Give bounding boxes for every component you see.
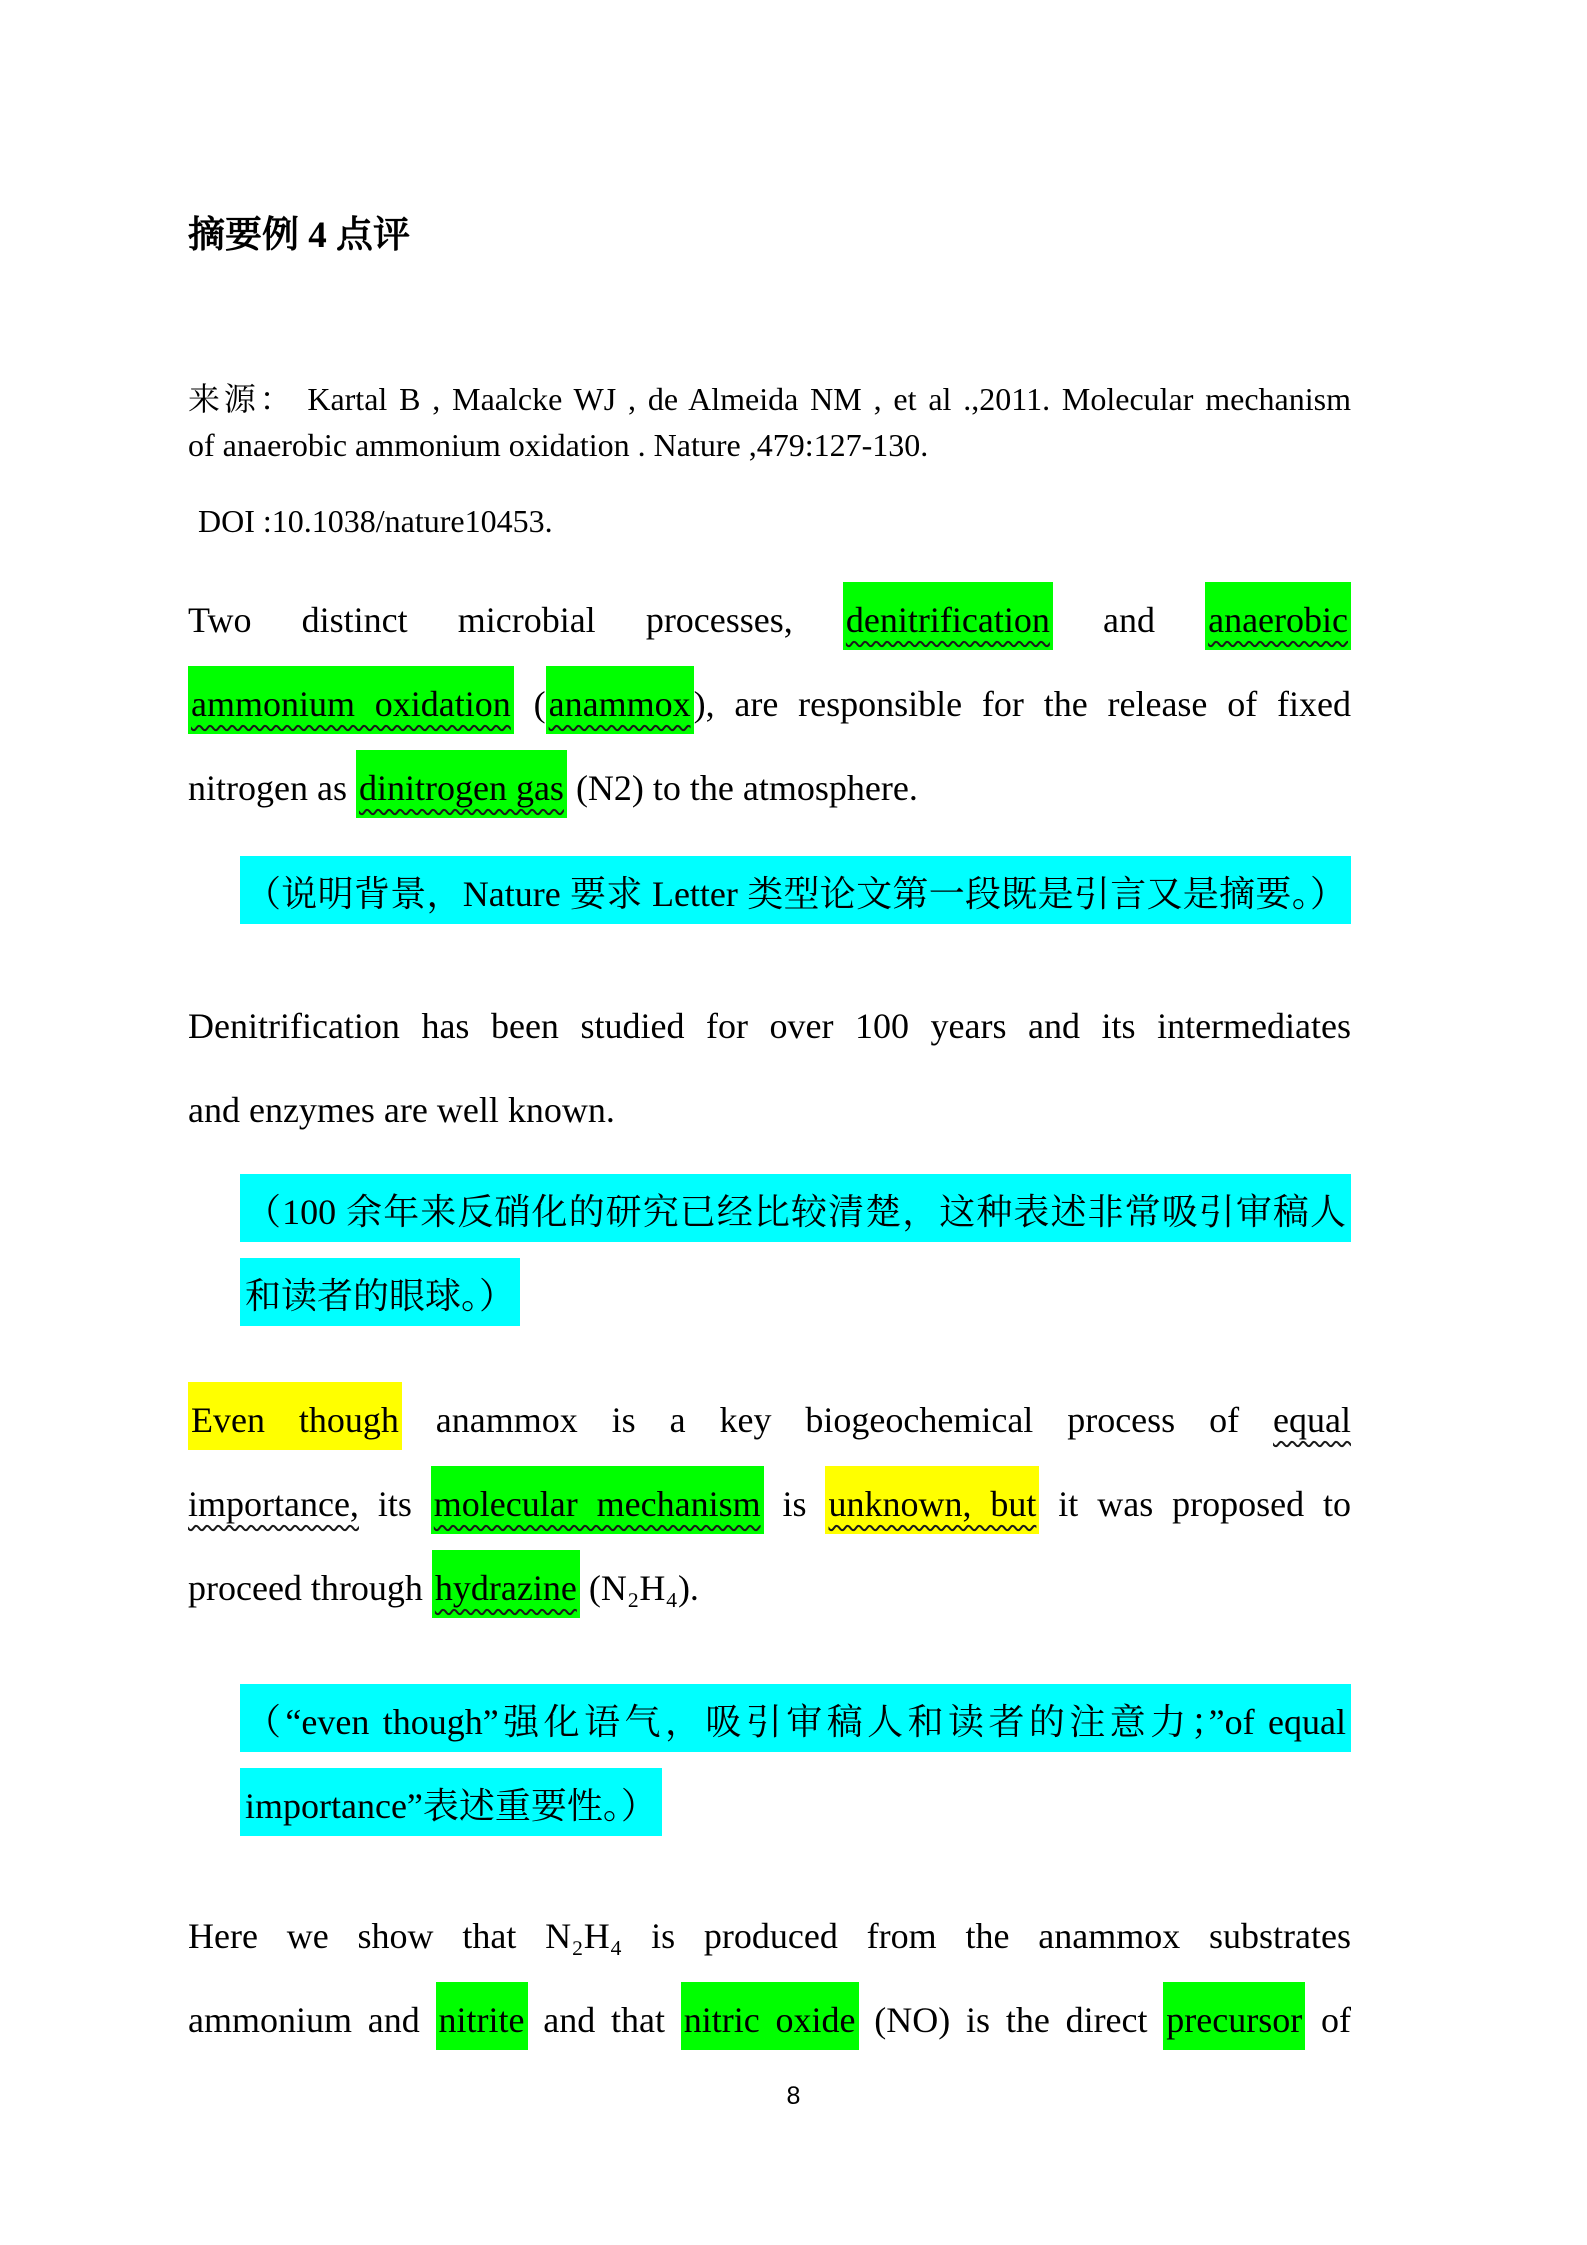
text-run: ( bbox=[513, 683, 546, 724]
highlight-yellow-term: unknown, but bbox=[825, 1466, 1039, 1534]
doi-line bbox=[188, 498, 1351, 544]
paragraph-line bbox=[188, 1978, 1351, 2062]
paragraph-line bbox=[188, 1462, 1351, 1546]
page-number: 8 bbox=[786, 2082, 801, 2110]
highlight-yellow-term: Even though bbox=[188, 1382, 402, 1450]
comment-block-1 bbox=[240, 852, 1351, 936]
highlight-green-term: hydrazine bbox=[432, 1550, 580, 1618]
paragraph-line bbox=[188, 1546, 1351, 1630]
highlight-green-term: nitrite bbox=[436, 1982, 528, 2050]
highlight-cyan-comment: （100 余年来反硝化的研究已经比较清楚，这种表述非常吸引审稿人 bbox=[240, 1174, 1351, 1242]
paragraph-line bbox=[188, 1378, 1351, 1462]
text-run: 来源： Kartal B , Maalcke WJ , de Almeida NM , et al .,2011. Molecular mechanism bbox=[188, 380, 1351, 417]
text-run: and bbox=[1052, 599, 1206, 640]
abstract-paragraph-3 bbox=[188, 1378, 1351, 1630]
text-run: of bbox=[1305, 1999, 1351, 2040]
source-citation bbox=[188, 376, 1351, 468]
comment-block-3 bbox=[240, 1680, 1351, 1848]
highlight-cyan-comment: importance”表述重要性。） bbox=[240, 1768, 662, 1836]
paragraph-line bbox=[188, 746, 1351, 830]
paragraph-line bbox=[188, 662, 1351, 746]
text-run: (NO) is the direct bbox=[858, 1999, 1164, 2040]
text-run: it was proposed to bbox=[1039, 1483, 1352, 1524]
text-run: ), are responsible for the release of fixed bbox=[693, 683, 1351, 724]
abstract-paragraph-2 bbox=[188, 984, 1351, 1152]
paragraph-line bbox=[188, 1894, 1351, 1978]
highlight-green-term: anaerobic bbox=[1205, 582, 1351, 650]
text-run: its bbox=[358, 1483, 431, 1524]
text-run: Here we show that N₂H₄ is produced from the anammox substrates bbox=[188, 1915, 1351, 1956]
text-run: of anaerobic ammonium oxidation . Nature ,479:127-130. bbox=[188, 426, 929, 463]
highlight-green-term: molecular mechanism bbox=[431, 1466, 764, 1534]
text-run: is bbox=[763, 1483, 826, 1524]
highlight-green-term: anammox bbox=[546, 666, 694, 734]
text-run: and enzymes are well known. bbox=[188, 1089, 615, 1130]
highlight-green-term: nitric oxide bbox=[681, 1982, 859, 2050]
text-run: DOI :10.1038/nature10453. bbox=[198, 502, 553, 539]
source-citation-line bbox=[188, 422, 1351, 468]
comment-block-2 bbox=[240, 1170, 1351, 1338]
highlight-cyan-comment: （“even though”强化语气，吸引审稿人和读者的注意力；”of equal bbox=[240, 1684, 1351, 1752]
wavy-underlined-term: equal bbox=[1273, 1399, 1351, 1440]
document-content bbox=[188, 0, 1351, 2062]
paragraph-line bbox=[188, 578, 1351, 662]
abstract-paragraph-4 bbox=[188, 1894, 1351, 2062]
comment-line bbox=[240, 852, 1351, 936]
text-run: Denitrification has been studied for over 100 years and its intermediates bbox=[188, 1005, 1351, 1046]
wavy-underlined-term: importance, bbox=[188, 1483, 359, 1524]
highlight-green-term: ammonium oxidation bbox=[188, 666, 514, 734]
text-run: anammox is a key biogeochemical process of bbox=[401, 1399, 1274, 1440]
text-run: proceed through bbox=[188, 1567, 432, 1608]
highlight-green-term: precursor bbox=[1163, 1982, 1305, 2050]
text-run: nitrogen as bbox=[188, 767, 356, 808]
text-run: and that bbox=[527, 1999, 681, 2040]
text-run: (N₂H₄). bbox=[579, 1567, 699, 1608]
paragraph-line bbox=[188, 1068, 1351, 1152]
comment-line bbox=[240, 1764, 1351, 1848]
comment-line bbox=[240, 1170, 1351, 1254]
paragraph-line bbox=[188, 984, 1351, 1068]
highlight-green-term: dinitrogen gas bbox=[356, 750, 567, 818]
highlight-cyan-comment: （说明背景，Nature 要求 Letter 类型论文第一段既是引言又是摘要。） bbox=[240, 856, 1351, 924]
comment-line bbox=[240, 1680, 1351, 1764]
page-title: 摘要例 4 点评 bbox=[188, 215, 410, 256]
comment-line bbox=[240, 1254, 1351, 1338]
highlight-cyan-comment: 和读者的眼球。） bbox=[240, 1258, 520, 1326]
source-citation-line bbox=[188, 376, 1351, 422]
abstract-paragraph-1 bbox=[188, 578, 1351, 830]
text-run: (N2) to the atmosphere. bbox=[566, 767, 918, 808]
text-run: Two distinct microbial processes, bbox=[188, 599, 843, 640]
highlight-green-term: denitrification bbox=[843, 582, 1053, 650]
text-run: ammonium and bbox=[188, 1999, 436, 2040]
